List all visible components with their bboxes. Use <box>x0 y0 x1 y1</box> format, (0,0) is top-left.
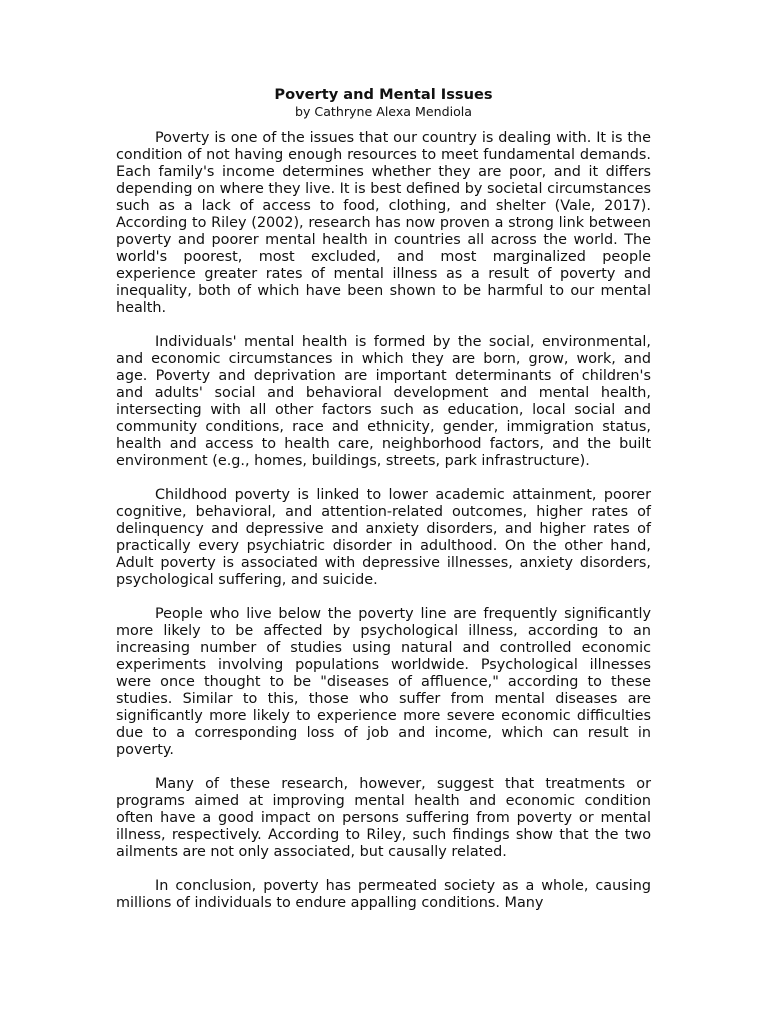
document-body <box>116 86 651 929</box>
paragraph-4: People who live below the poverty line are frequently significantly more likely to be affected by psychological illness, according to an increasing number of studies using natural and controlled economic experiments involving populations worldwide. Psychological illnesses were once thought to be "diseases of affluence," according to these studies. Similar to this, those who suffer from mental diseases are significantly more likely to experience more severe economic difficulties due to a corresponding loss of job and income, which can result in poverty. <box>116 606 651 758</box>
paragraph-1: Poverty is one of the issues that our country is dealing with. It is the condition of not having enough resources to meet fundamental demands. Each family's income determines whether they are poor, and it differs depending on where they live. It is best defined by societal circumstances such as a lack of access to food, clothing, and shelter (Vale, 2017). According to Riley (2002), research has now proven a strong link between poverty and poorer mental health in countries all across the world. The world's poorest, most excluded, and most marginalized people experience greater rates of mental illness as a result of poverty and inequality, both of which have been shown to be harmful to our mental health. <box>116 130 651 316</box>
paragraph-3: Childhood poverty is linked to lower academic attainment, poorer cognitive, behavioral, and attention-related outcomes, higher rates of delinquency and depressive and anxiety disorders, and higher rates of practically every psychiatric disorder in adulthood. On the other hand, Adult poverty is associated with depressive illnesses, anxiety disorders, psychological suffering, and suicide. <box>116 487 651 588</box>
paragraph-2: Individuals' mental health is formed by the social, environmental, and economic circumstances in which they are born, grow, work, and age. Poverty and deprivation are important determinants of children's and adults' social and behavioral development and mental health, intersecting with all other factors such as education, local social and community conditions, race and ethnicity, gender, immigration status, health and access to health care, neighborhood factors, and the built environment (e.g., homes, buildings, streets, park infrastructure). <box>116 334 651 469</box>
document-title: Poverty and Mental Issues <box>274 86 493 103</box>
document-author: by Cathryne Alexa Mendiola <box>294 104 473 119</box>
paragraph-5: Many of these research, however, suggest that treatments or programs aimed at improving mental health and economic condition often have a good impact on persons suffering from poverty or mental illness, respectively. According to Riley, such findings show that the two ailments are not only associated, but causally related. <box>116 776 651 860</box>
paragraph-6: In conclusion, poverty has permeated society as a whole, causing millions of individuals to endure appalling conditions. Many <box>116 878 651 911</box>
